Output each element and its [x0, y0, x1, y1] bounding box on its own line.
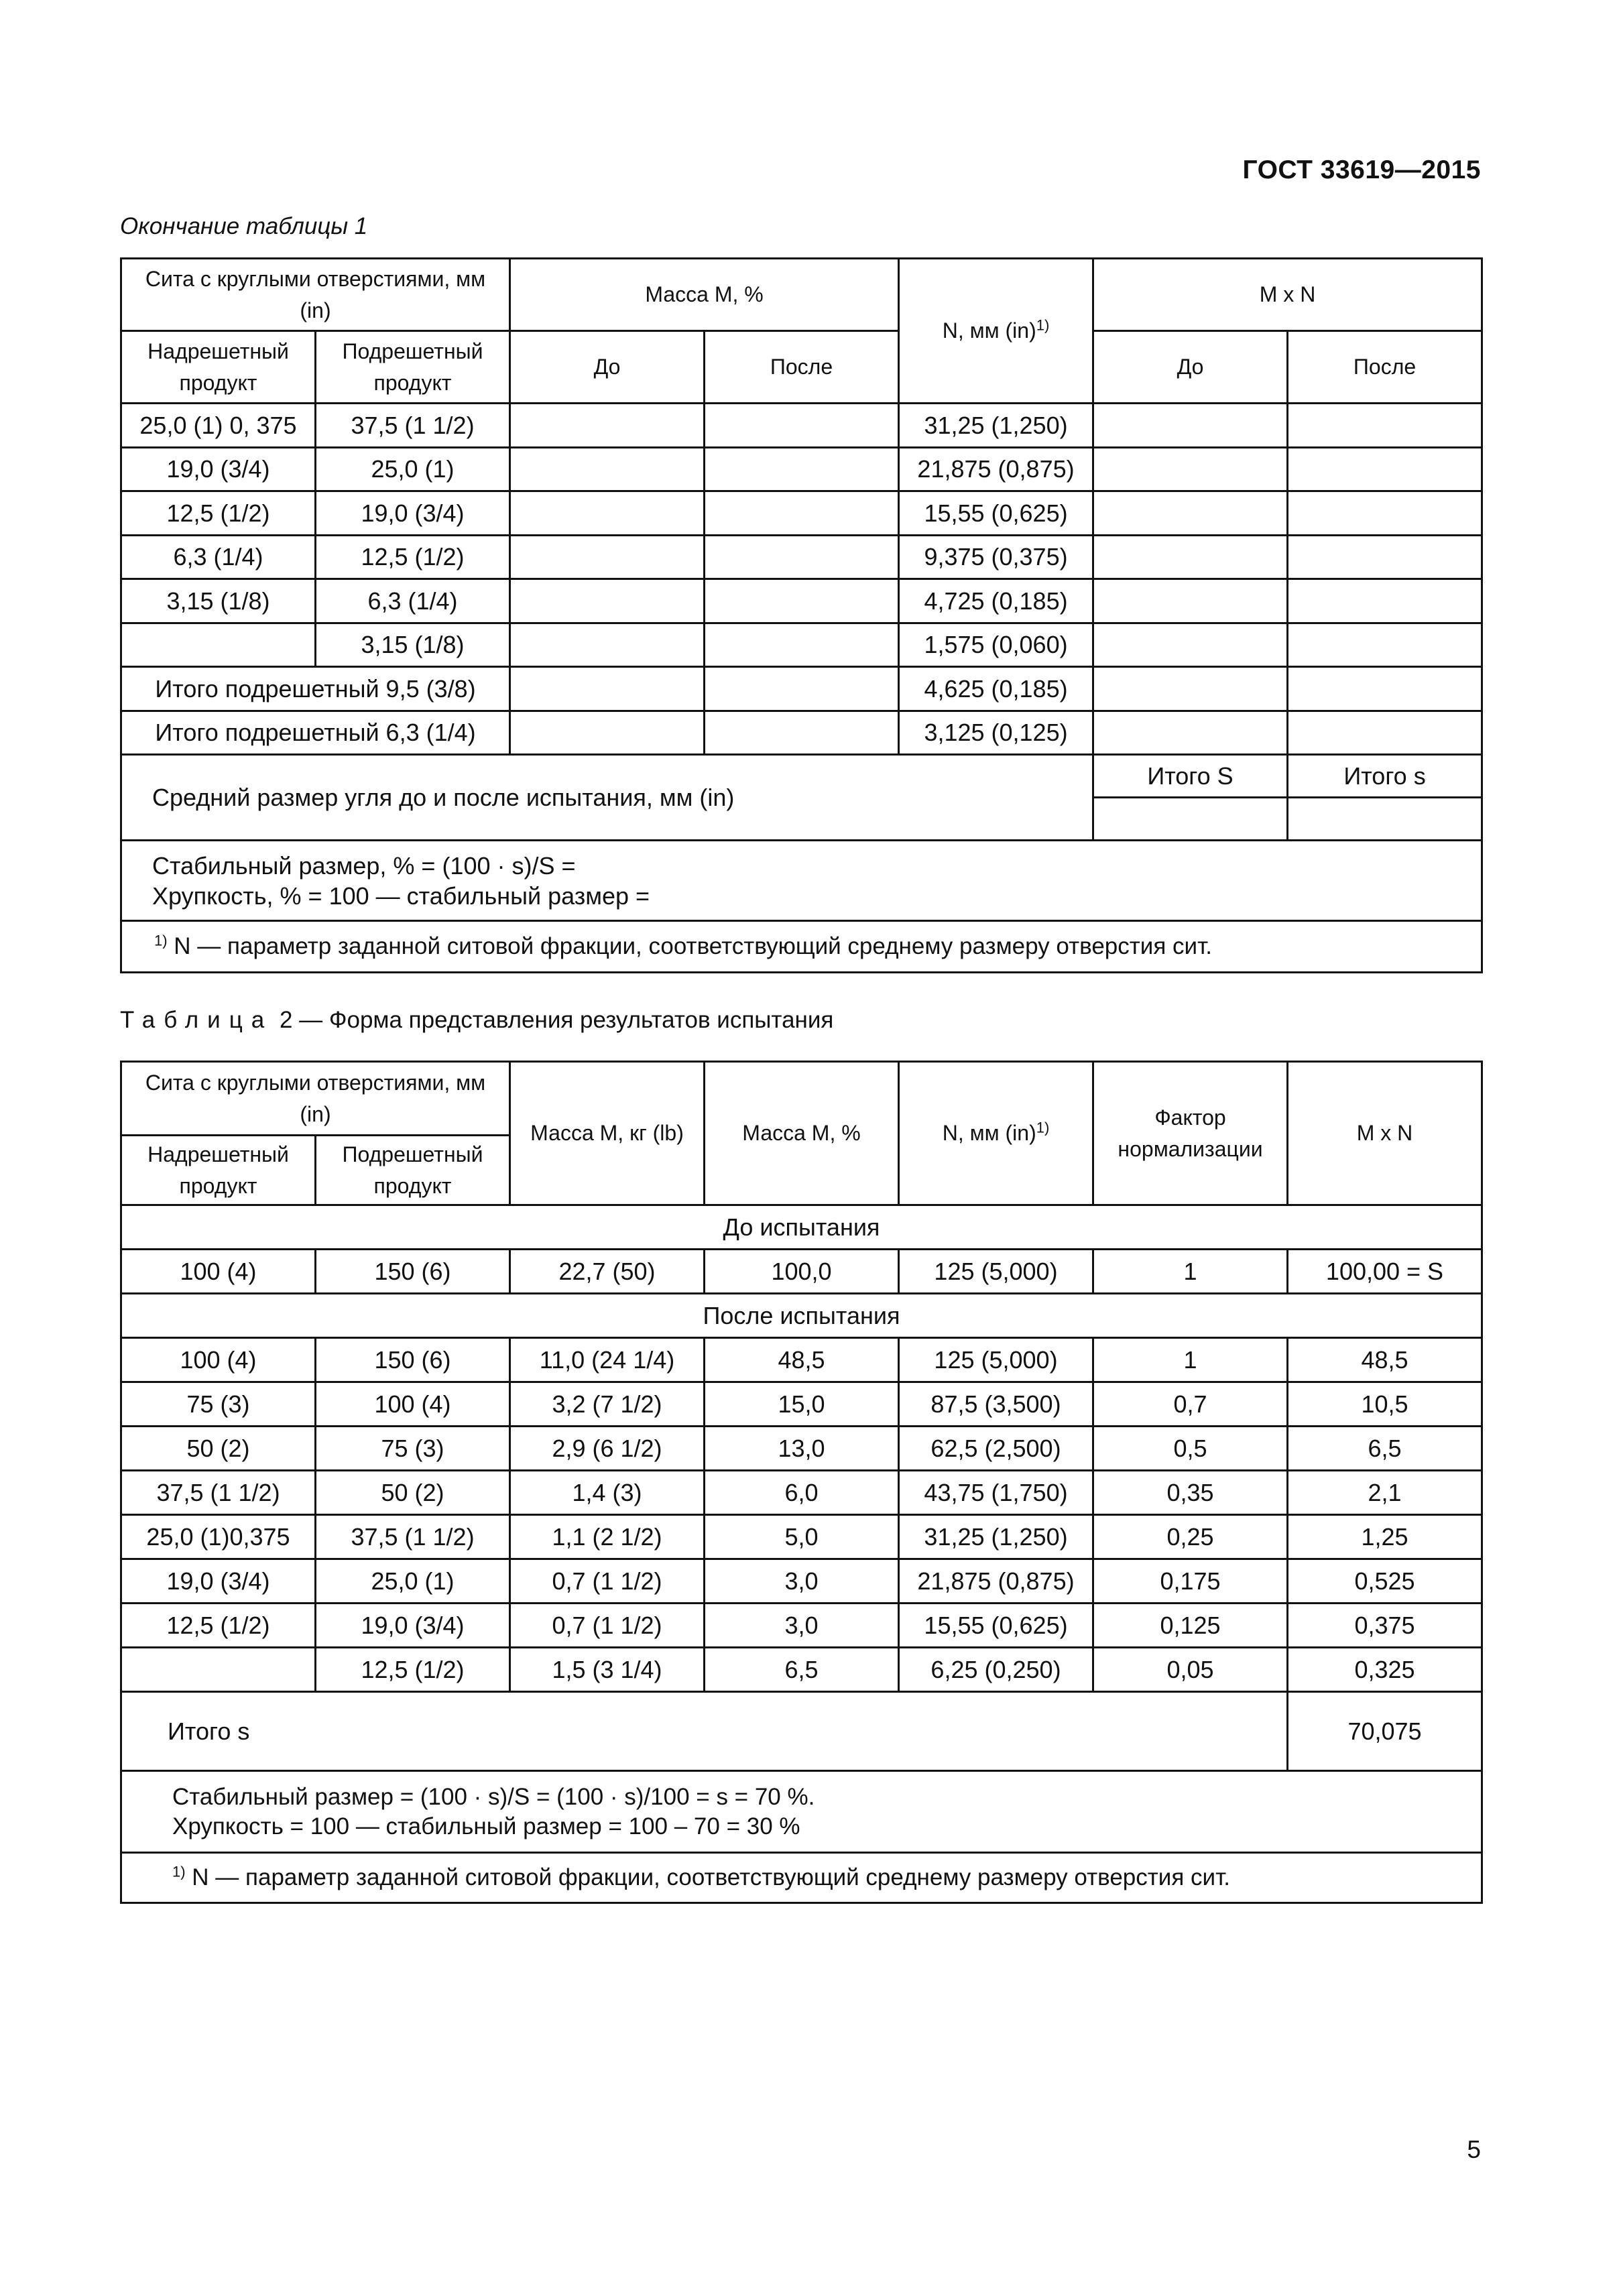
t2-cell: 0,05 — [1093, 1648, 1288, 1692]
t1-cell-empty — [510, 579, 705, 623]
t2-cell: 100 (4) — [316, 1382, 510, 1427]
t2-cell: 125 (5,000) — [899, 1250, 1093, 1294]
table-row — [121, 1471, 1482, 1515]
t2-cell: 1,5 (3 1/4) — [510, 1648, 705, 1692]
t1-cell-n: 4,725 (0,185) — [899, 579, 1093, 623]
t1-cell-empty — [1093, 447, 1288, 491]
t2-cell: 0,325 — [1288, 1648, 1482, 1692]
table-row — [121, 404, 1482, 448]
t1-cell-empty — [1288, 491, 1482, 536]
t1-header-mxn: M x N — [1093, 259, 1482, 331]
t2-cell: 0,25 — [1093, 1515, 1288, 1559]
t1-cell-empty — [705, 491, 899, 536]
t1-cell-under: 19,0 (3/4) — [316, 491, 510, 536]
table1-caption: Окончание таблицы 1 — [120, 213, 368, 239]
t2-cell: 6,5 — [1288, 1427, 1482, 1471]
t2-cell: 0,5 — [1093, 1427, 1288, 1471]
t1-stable-cell — [121, 841, 1482, 921]
t1-cell-empty — [1288, 579, 1482, 623]
t1-cell-over: 12,5 (1/2) — [121, 491, 316, 536]
t1-cell-under: 25,0 (1) — [316, 447, 510, 491]
t1-cell-n: 15,55 (0,625) — [899, 491, 1093, 536]
t2-cell: 25,0 (1) — [316, 1559, 510, 1604]
t1-cell-empty — [510, 491, 705, 536]
t1-cell-empty — [1288, 798, 1482, 841]
table-row — [121, 1604, 1482, 1648]
t2-cell: 150 (6) — [316, 1338, 510, 1382]
t2-cell: 100,0 — [705, 1250, 899, 1294]
t1-cell-n: 9,375 (0,375) — [899, 535, 1093, 579]
t2-cell: 0,7 (1 1/2) — [510, 1604, 705, 1648]
t2-section-before: До испытания — [121, 1205, 1482, 1250]
table2-caption-rest: 2 — Форма представления результатов испытания — [279, 1007, 834, 1033]
t2-cell: 19,0 (3/4) — [316, 1604, 510, 1648]
table2 — [120, 1061, 1483, 1904]
t1-cell-empty — [705, 623, 899, 667]
t2-cell: 15,0 — [705, 1382, 899, 1427]
t2-cell: 13,0 — [705, 1427, 899, 1471]
t2-header-under: Подрешетный продукт — [316, 1136, 510, 1205]
t1-cell-empty — [1093, 491, 1288, 536]
subtotal-row — [121, 711, 1482, 755]
t1-cell-under: 3,15 (1/8) — [316, 623, 510, 667]
t1-header-mxn-after: После — [1288, 331, 1482, 404]
table-row — [121, 535, 1482, 579]
t2-total-label: Итого s — [121, 1692, 1288, 1771]
t2-cell: 1,1 (2 1/2) — [510, 1515, 705, 1559]
t1-total-S — [1093, 755, 1288, 798]
t2-header-n-sup: 1) — [1036, 1119, 1050, 1136]
table-row — [121, 579, 1482, 623]
t2-cell — [121, 1648, 316, 1692]
t1-cell-empty — [1288, 404, 1482, 448]
t1-header-sieves: Сита с круглыми отверстиями, мм (in) — [121, 259, 510, 331]
t1-header-mxn-before: До — [1093, 331, 1288, 404]
t1-header-mass-pct: Масса M, % — [510, 259, 899, 331]
t2-footnote — [121, 1853, 1482, 1903]
t1-cell-empty — [1288, 623, 1482, 667]
t2-cell: 75 (3) — [121, 1382, 316, 1427]
t2-cell: 31,25 (1,250) — [899, 1515, 1093, 1559]
t2-cell: 50 (2) — [121, 1427, 316, 1471]
t2-cell: 150 (6) — [316, 1250, 510, 1294]
t1-subtotal-n: 4,625 (0,185) — [899, 667, 1093, 711]
t1-cell-n: 31,25 (1,250) — [899, 404, 1093, 448]
t2-section-after: После испытания — [121, 1294, 1482, 1338]
t1-footnote — [121, 921, 1482, 973]
t1-total-s-text: Итого s — [1343, 762, 1426, 790]
t2-cell: 100 (4) — [121, 1338, 316, 1382]
t1-footnote-mark: 1) — [154, 932, 168, 949]
t1-cell-empty — [705, 447, 899, 491]
t1-cell-over: 6,3 (1/4) — [121, 535, 316, 579]
t2-header-mass: Масса M, кг (lb) — [510, 1062, 705, 1205]
t1-cell-under: 37,5 (1 1/2) — [316, 404, 510, 448]
t2-cell: 100 (4) — [121, 1250, 316, 1294]
t2-cell: 0,7 (1 1/2) — [510, 1559, 705, 1604]
t2-cell: 1,25 — [1288, 1515, 1482, 1559]
t1-header-before: До — [510, 331, 705, 404]
t1-cell-empty — [705, 404, 899, 448]
t1-cell-empty — [1093, 579, 1288, 623]
t2-cell: 1,4 (3) — [510, 1471, 705, 1515]
t1-header-under: Подрешетный продукт — [316, 331, 510, 404]
table-row — [121, 447, 1482, 491]
t1-cell-empty — [705, 579, 899, 623]
t1-cell-over: 19,0 (3/4) — [121, 447, 316, 491]
t2-cell: 15,55 (0,625) — [899, 1604, 1093, 1648]
t2-cell: 75 (3) — [316, 1427, 510, 1471]
t1-cell-empty — [510, 447, 705, 491]
t1-cell-empty — [1093, 798, 1288, 841]
table-row — [121, 1427, 1482, 1471]
t1-cell-empty — [510, 667, 705, 711]
table-row — [121, 1250, 1482, 1294]
t1-footnote-text: N — параметр заданной ситовой фракции, соответствующий среднему размеру отверстия сит. — [174, 933, 1212, 960]
t1-cell-empty — [510, 711, 705, 755]
t2-cell: 48,5 — [705, 1338, 899, 1382]
t2-cell: 1 — [1093, 1338, 1288, 1382]
t2-footnote-mark: 1) — [172, 1863, 186, 1880]
t2-header-mxn: M x N — [1288, 1062, 1482, 1205]
t1-header-n — [899, 259, 1093, 404]
t2-cell: 37,5 (1 1/2) — [316, 1515, 510, 1559]
t2-cell: 1 — [1093, 1250, 1288, 1294]
t1-avg-label: Средний размер угля до и после испытания, мм (in) — [121, 755, 1093, 841]
t1-cell-empty — [510, 404, 705, 448]
t2-header-sieves: Сита с круглыми отверстиями, мм (in) — [121, 1062, 510, 1136]
t2-stable-line: Стабильный размер = (100 · s)/S = (100 · s)/100 = s = 70 %. — [172, 1783, 815, 1810]
t1-header-n-text: N, мм (in) — [942, 318, 1036, 343]
t1-cell-over — [121, 623, 316, 667]
t1-cell-n: 21,875 (0,875) — [899, 447, 1093, 491]
t1-cell-empty — [1093, 667, 1288, 711]
t1-cell-empty — [1288, 447, 1482, 491]
t2-header-n-text: N, мм (in) — [942, 1121, 1036, 1146]
t1-total-S-text: Итого S — [1147, 762, 1234, 790]
table-row — [121, 1648, 1482, 1692]
t1-cell-empty — [1288, 711, 1482, 755]
t1-cell-under: 12,5 (1/2) — [316, 535, 510, 579]
t1-cell-under: 6,3 (1/4) — [316, 579, 510, 623]
t1-stable-line: Стабильный размер, % = (100 · s)/S = — [152, 851, 576, 880]
t2-fragility-line: Хрупкость = 100 — стабильный размер = 100 – 70 = 30 % — [172, 1813, 800, 1839]
t2-cell: 5,0 — [705, 1515, 899, 1559]
t2-cell: 50 (2) — [316, 1471, 510, 1515]
t2-cell: 0,7 — [1093, 1382, 1288, 1427]
t1-cell-empty — [1288, 667, 1482, 711]
t2-cell: 6,25 (0,250) — [899, 1648, 1093, 1692]
t1-cell-empty — [510, 535, 705, 579]
t1-cell-empty — [1093, 404, 1288, 448]
t2-cell: 125 (5,000) — [899, 1338, 1093, 1382]
t2-header-factor: Фактор нормализации — [1093, 1062, 1288, 1205]
t1-cell-empty — [510, 623, 705, 667]
t2-cell: 0,375 — [1288, 1604, 1482, 1648]
t2-cell: 87,5 (3,500) — [899, 1382, 1093, 1427]
t2-cell: 2,1 — [1288, 1471, 1482, 1515]
t2-cell: 0,525 — [1288, 1559, 1482, 1604]
table1 — [120, 257, 1483, 973]
t2-cell: 6,0 — [705, 1471, 899, 1515]
t2-cell: 0,175 — [1093, 1559, 1288, 1604]
t1-cell-empty — [705, 711, 899, 755]
t2-cell: 3,0 — [705, 1559, 899, 1604]
t1-fragility-line: Хрупкость, % = 100 — стабильный размер = — [152, 882, 650, 910]
t2-cell: 48,5 — [1288, 1338, 1482, 1382]
t1-header-after: После — [705, 331, 899, 404]
t2-cell: 12,5 (1/2) — [316, 1648, 510, 1692]
t2-cell: 12,5 (1/2) — [121, 1604, 316, 1648]
table2-caption-label: Таблица — [120, 1007, 274, 1033]
t2-cell: 3,2 (7 1/2) — [510, 1382, 705, 1427]
t2-total-value: 70,075 — [1288, 1692, 1482, 1771]
table-row — [121, 491, 1482, 536]
t2-cell: 43,75 (1,750) — [899, 1471, 1093, 1515]
subtotal-row — [121, 667, 1482, 711]
t2-cell: 6,5 — [705, 1648, 899, 1692]
t1-header-n-sup: 1) — [1036, 316, 1050, 334]
t2-cell: 100,00 = S — [1288, 1250, 1482, 1294]
table-row — [121, 1559, 1482, 1604]
t2-cell: 10,5 — [1288, 1382, 1482, 1427]
t2-stable-cell — [121, 1771, 1482, 1853]
t2-cell: 11,0 (24 1/4) — [510, 1338, 705, 1382]
t1-cell-over: 25,0 (1) 0, 375 — [121, 404, 316, 448]
t2-cell: 37,5 (1 1/2) — [121, 1471, 316, 1515]
t1-subtotal-label: Итого подрешетный 6,3 (1/4) — [121, 711, 510, 755]
t2-cell: 0,125 — [1093, 1604, 1288, 1648]
t2-cell: 62,5 (2,500) — [899, 1427, 1093, 1471]
t1-subtotal-n: 3,125 (0,125) — [899, 711, 1093, 755]
t2-cell: 22,7 (50) — [510, 1250, 705, 1294]
t1-cell-empty — [1288, 535, 1482, 579]
t1-cell-empty — [1093, 535, 1288, 579]
t2-cell: 2,9 (6 1/2) — [510, 1427, 705, 1471]
t2-header-n — [899, 1062, 1093, 1205]
t1-cell-empty — [1093, 623, 1288, 667]
t2-header-over: Надрешетный продукт — [121, 1136, 316, 1205]
t2-cell: 19,0 (3/4) — [121, 1559, 316, 1604]
t2-footnote-text: N — параметр заданной ситовой фракции, соответствующий среднему размеру отверстия сит. — [192, 1864, 1230, 1891]
t2-cell: 3,0 — [705, 1604, 899, 1648]
page-number: 5 — [1467, 2136, 1481, 2163]
t1-cell-empty — [705, 535, 899, 579]
t1-cell-empty — [705, 667, 899, 711]
table-row — [121, 1515, 1482, 1559]
table-row — [121, 623, 1482, 667]
t1-subtotal-label: Итого подрешетный 9,5 (3/8) — [121, 667, 510, 711]
t2-cell: 25,0 (1)0,375 — [121, 1515, 316, 1559]
t1-cell-empty — [1093, 711, 1288, 755]
t2-cell: 21,875 (0,875) — [899, 1559, 1093, 1604]
table-row — [121, 1382, 1482, 1427]
table-row — [121, 1338, 1482, 1382]
table2-caption — [120, 1007, 833, 1034]
t1-header-over: Надрешетный продукт — [121, 331, 316, 404]
standard-code: ГОСТ 33619—2015 — [1242, 156, 1481, 184]
t1-cell-n: 1,575 (0,060) — [899, 623, 1093, 667]
t2-cell: 0,35 — [1093, 1471, 1288, 1515]
t1-total-s — [1288, 755, 1482, 798]
t2-header-mass-pct: Масса M, % — [705, 1062, 899, 1205]
t1-cell-over: 3,15 (1/8) — [121, 579, 316, 623]
